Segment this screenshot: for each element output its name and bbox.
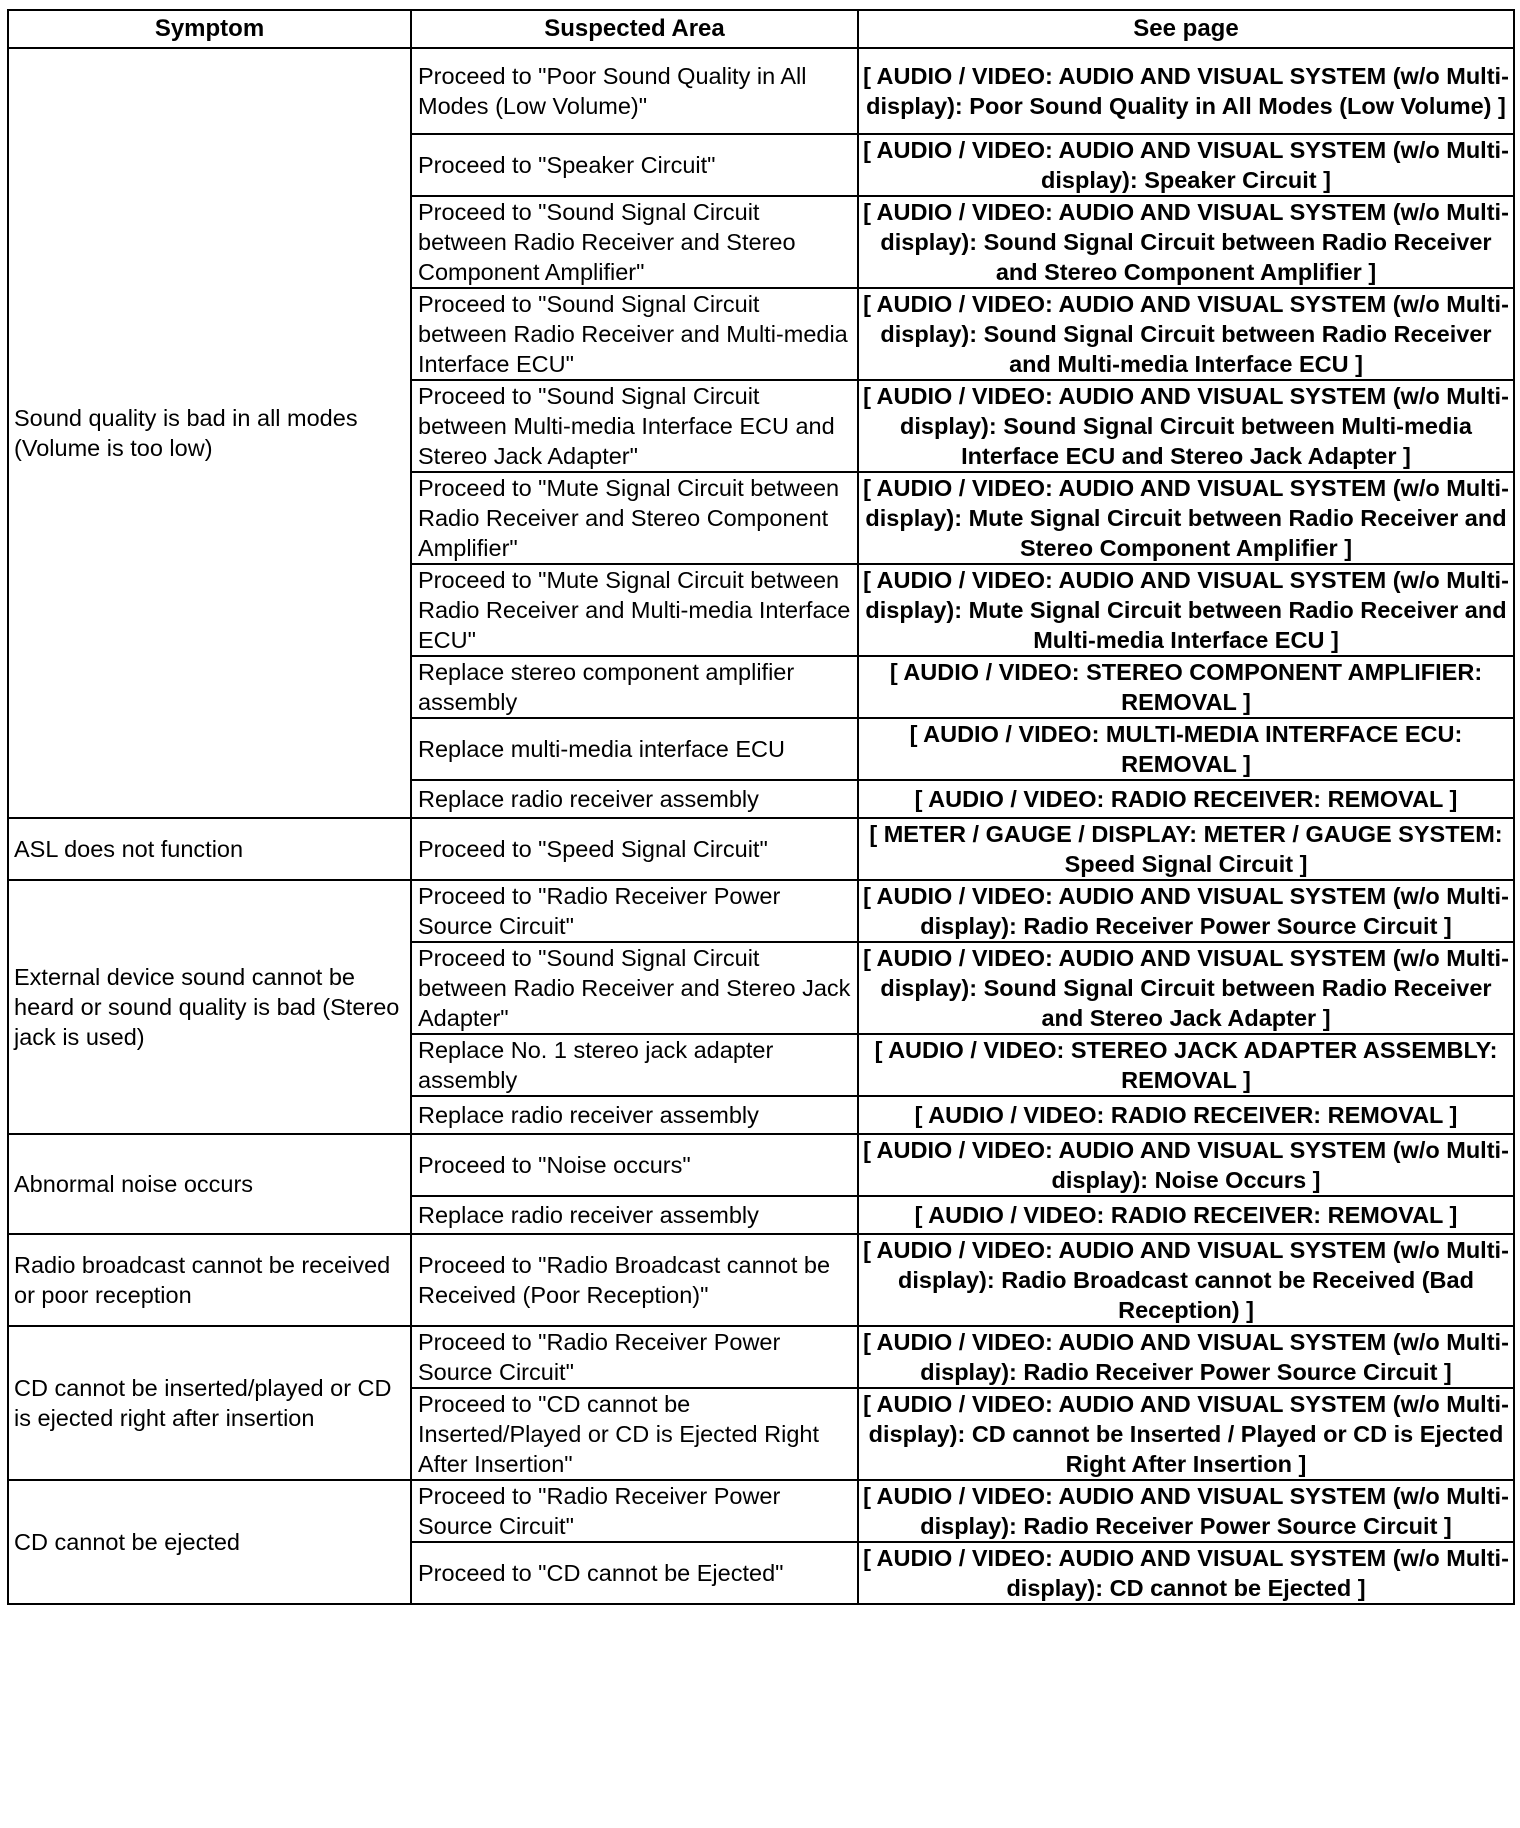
see-page-cell: [ AUDIO / VIDEO: MULTI-MEDIA INTERFACE ECU: REMOVAL ] [858, 718, 1514, 780]
table-row [8, 1234, 1514, 1326]
see-page-cell: [ AUDIO / VIDEO: AUDIO AND VISUAL SYSTEM (w/o Multi-display): Sound Signal Circuit between Radio Receiver and Stereo Jack Adapter ] [858, 942, 1514, 1034]
table-body [8, 48, 1514, 1604]
see-page-cell: [ AUDIO / VIDEO: STEREO COMPONENT AMPLIFIER: REMOVAL ] [858, 656, 1514, 718]
see-page-cell: [ AUDIO / VIDEO: RADIO RECEIVER: REMOVAL ] [858, 780, 1514, 818]
suspected-area-cell: Replace radio receiver assembly [411, 780, 858, 818]
suspected-area-cell: Proceed to "Speed Signal Circuit" [411, 818, 858, 880]
symptom-cell: Abnormal noise occurs [8, 1134, 411, 1234]
symptom-cell: Radio broadcast cannot be received or poor reception [8, 1234, 411, 1326]
header-row [8, 10, 1514, 48]
suspected-area-cell: Proceed to "CD cannot be Inserted/Played or CD is Ejected Right After Insertion" [411, 1388, 858, 1480]
suspected-area-cell: Proceed to "Radio Receiver Power Source Circuit" [411, 1480, 858, 1542]
see-page-cell: [ AUDIO / VIDEO: AUDIO AND VISUAL SYSTEM (w/o Multi-display): Radio Receiver Power Source Circuit ] [858, 1480, 1514, 1542]
suspected-area-cell: Proceed to "Radio Receiver Power Source Circuit" [411, 880, 858, 942]
see-page-cell: [ AUDIO / VIDEO: AUDIO AND VISUAL SYSTEM (w/o Multi-display): Sound Signal Circuit between Radio Receiver and Stereo Component Amplifier ] [858, 196, 1514, 288]
suspected-area-cell: Proceed to "Radio Broadcast cannot be Received (Poor Reception)" [411, 1234, 858, 1326]
see-page-cell: [ AUDIO / VIDEO: STEREO JACK ADAPTER ASSEMBLY: REMOVAL ] [858, 1034, 1514, 1096]
suspected-area-cell: Proceed to "Mute Signal Circuit between Radio Receiver and Multi-media Interface ECU" [411, 564, 858, 656]
table-row [8, 1326, 1514, 1388]
header-see-page: See page [858, 10, 1514, 48]
suspected-area-cell: Replace stereo component amplifier assembly [411, 656, 858, 718]
suspected-area-cell: Replace radio receiver assembly [411, 1096, 858, 1134]
see-page-cell: [ AUDIO / VIDEO: AUDIO AND VISUAL SYSTEM (w/o Multi-display): Radio Broadcast cannot be Received (Bad Reception) ] [858, 1234, 1514, 1326]
see-page-cell: [ AUDIO / VIDEO: AUDIO AND VISUAL SYSTEM (w/o Multi-display): Noise Occurs ] [858, 1134, 1514, 1196]
suspected-area-cell: Proceed to "Sound Signal Circuit between Radio Receiver and Stereo Jack Adapter" [411, 942, 858, 1034]
suspected-area-cell: Proceed to "Noise occurs" [411, 1134, 858, 1196]
see-page-cell: [ AUDIO / VIDEO: AUDIO AND VISUAL SYSTEM (w/o Multi-display): Radio Receiver Power Source Circuit ] [858, 880, 1514, 942]
see-page-cell: [ AUDIO / VIDEO: AUDIO AND VISUAL SYSTEM (w/o Multi-display): Sound Signal Circuit between Radio Receiver and Multi-media Interface ECU ] [858, 288, 1514, 380]
table-row [8, 818, 1514, 880]
suspected-area-cell: Proceed to "Sound Signal Circuit between Multi-media Interface ECU and Stereo Jack Adapter" [411, 380, 858, 472]
suspected-area-cell: Proceed to "Speaker Circuit" [411, 134, 858, 196]
table-header [8, 10, 1514, 48]
suspected-area-cell: Proceed to "Sound Signal Circuit between Radio Receiver and Stereo Component Amplifier" [411, 196, 858, 288]
table-row [8, 1480, 1514, 1542]
see-page-cell: [ AUDIO / VIDEO: RADIO RECEIVER: REMOVAL ] [858, 1096, 1514, 1134]
see-page-cell: [ AUDIO / VIDEO: AUDIO AND VISUAL SYSTEM (w/o Multi-display): Speaker Circuit ] [858, 134, 1514, 196]
suspected-area-cell: Replace No. 1 stereo jack adapter assembly [411, 1034, 858, 1096]
see-page-cell: [ AUDIO / VIDEO: AUDIO AND VISUAL SYSTEM (w/o Multi-display): Mute Signal Circuit between Radio Receiver and Stereo Component Amplifier ] [858, 472, 1514, 564]
see-page-cell: [ AUDIO / VIDEO: AUDIO AND VISUAL SYSTEM (w/o Multi-display): Poor Sound Quality in All Modes (Low Volume) ] [858, 48, 1514, 134]
suspected-area-cell: Replace radio receiver assembly [411, 1196, 858, 1234]
header-symptom: Symptom [8, 10, 411, 48]
see-page-cell: [ AUDIO / VIDEO: AUDIO AND VISUAL SYSTEM (w/o Multi-display): Sound Signal Circuit between Multi-media Interface ECU and Stereo Jack Adapter ] [858, 380, 1514, 472]
suspected-area-cell: Replace multi-media interface ECU [411, 718, 858, 780]
see-page-cell: [ AUDIO / VIDEO: AUDIO AND VISUAL SYSTEM (w/o Multi-display): CD cannot be Ejected ] [858, 1542, 1514, 1604]
symptom-cell: Sound quality is bad in all modes (Volume is too low) [8, 48, 411, 818]
see-page-cell: [ METER / GAUGE / DISPLAY: METER / GAUGE SYSTEM: Speed Signal Circuit ] [858, 818, 1514, 880]
see-page-cell: [ AUDIO / VIDEO: AUDIO AND VISUAL SYSTEM (w/o Multi-display): CD cannot be Inserted / Played or CD is Ejected Right After Insertion ] [858, 1388, 1514, 1480]
suspected-area-cell: Proceed to "Poor Sound Quality in All Modes (Low Volume)" [411, 48, 858, 134]
symptom-cell: External device sound cannot be heard or sound quality is bad (Stereo jack is used) [8, 880, 411, 1134]
symptom-cell: CD cannot be inserted/played or CD is ejected right after insertion [8, 1326, 411, 1480]
suspected-area-cell: Proceed to "Radio Receiver Power Source Circuit" [411, 1326, 858, 1388]
symptom-cell: ASL does not function [8, 818, 411, 880]
see-page-cell: [ AUDIO / VIDEO: AUDIO AND VISUAL SYSTEM (w/o Multi-display): Mute Signal Circuit between Radio Receiver and Multi-media Interface ECU ] [858, 564, 1514, 656]
suspected-area-cell: Proceed to "Mute Signal Circuit between Radio Receiver and Stereo Component Amplifier" [411, 472, 858, 564]
symptom-cell: CD cannot be ejected [8, 1480, 411, 1604]
see-page-cell: [ AUDIO / VIDEO: AUDIO AND VISUAL SYSTEM (w/o Multi-display): Radio Receiver Power Source Circuit ] [858, 1326, 1514, 1388]
see-page-cell: [ AUDIO / VIDEO: RADIO RECEIVER: REMOVAL ] [858, 1196, 1514, 1234]
suspected-area-cell: Proceed to "CD cannot be Ejected" [411, 1542, 858, 1604]
table-row [8, 48, 1514, 134]
suspected-area-cell: Proceed to "Sound Signal Circuit between Radio Receiver and Multi-media Interface ECU" [411, 288, 858, 380]
header-suspected-area: Suspected Area [411, 10, 858, 48]
table-row [8, 1134, 1514, 1196]
table-row [8, 880, 1514, 942]
diagnosis-table [7, 9, 1515, 1605]
